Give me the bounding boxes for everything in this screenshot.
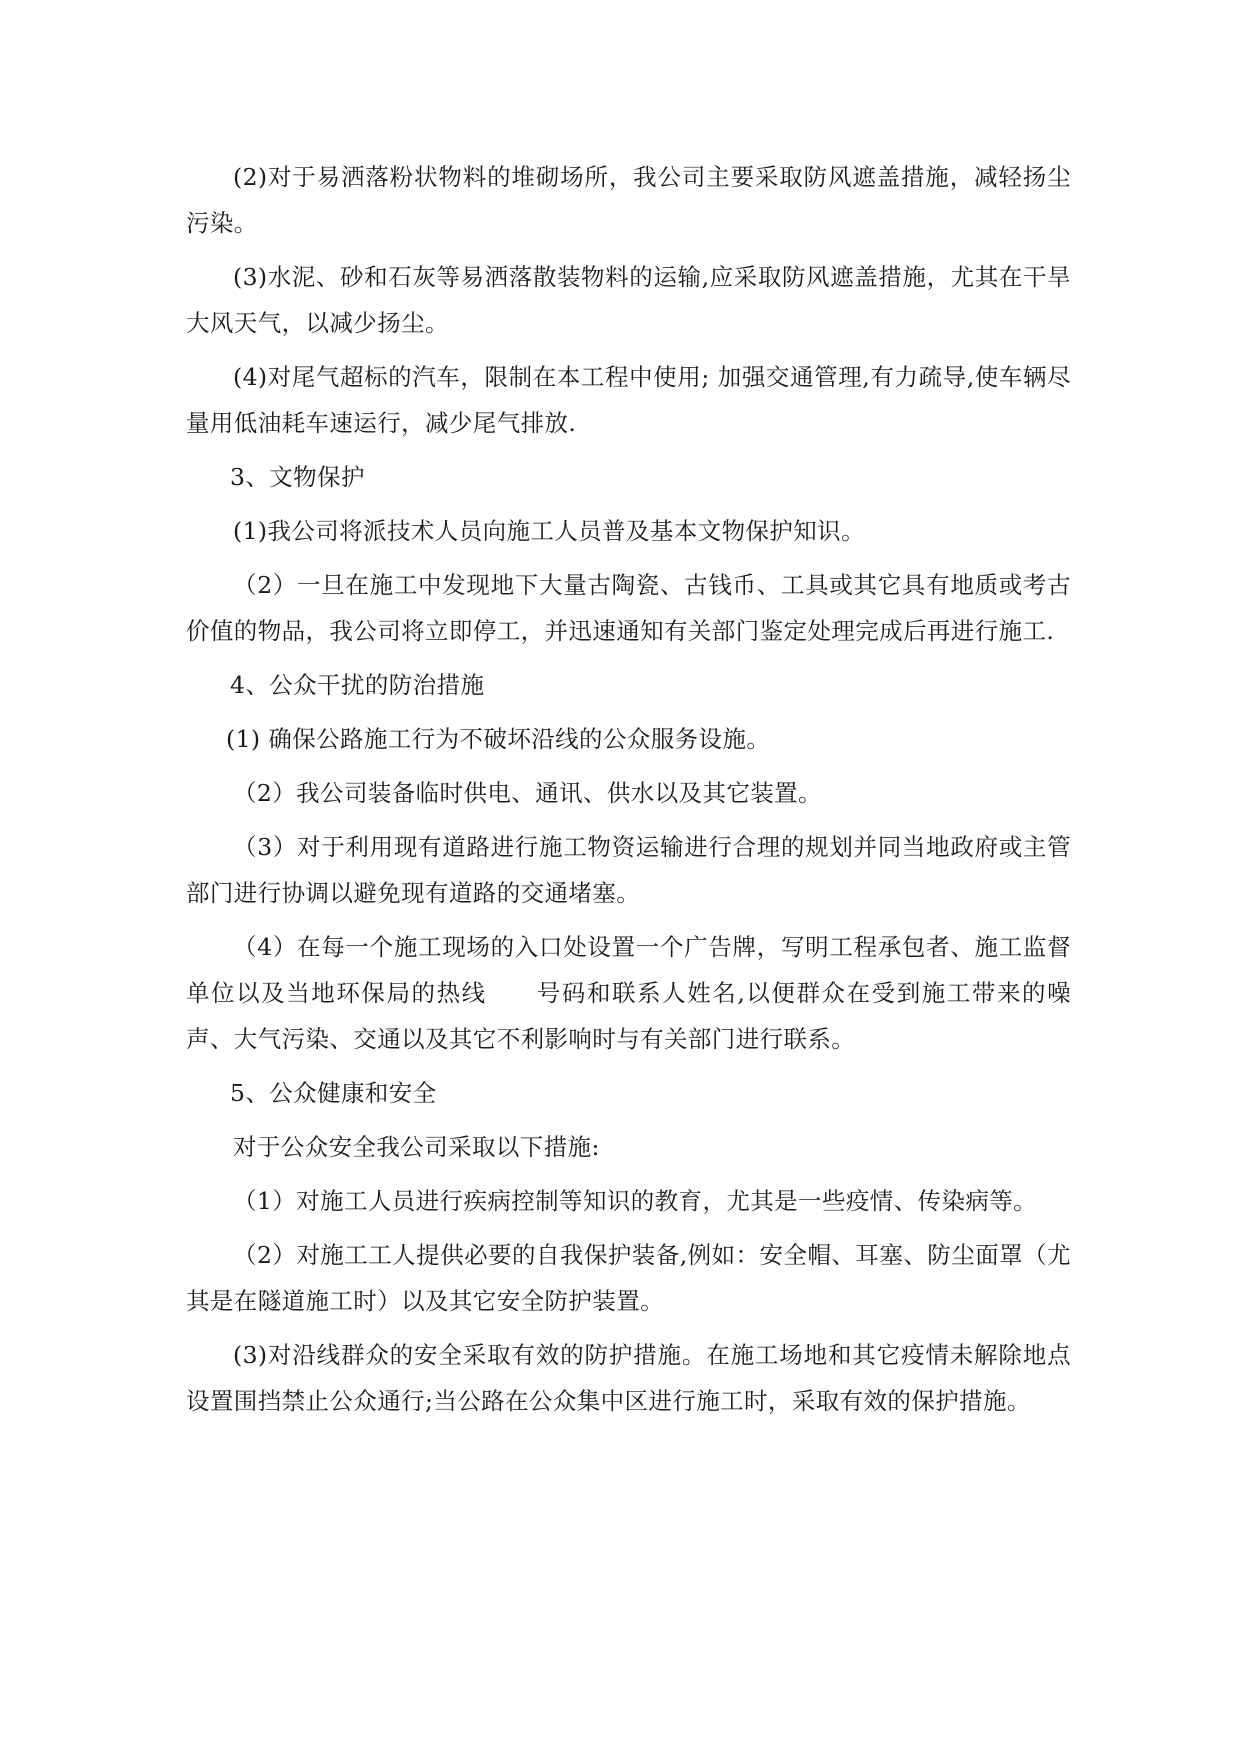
paragraph-3-2-discovery: （2）一旦在施工中发现地下大量古陶瓷、古钱币、工具或其它具有地质或考古价值的物品，我公司将立即停工，并迅速通知有关部门鉴定处理完成后再进行施工. (186, 571, 1071, 645)
paragraph-3-1-training: (1)我公司将派技术人员向施工人员普及基本文物保护知识。 (233, 517, 865, 545)
paragraph-5-3-public-safety: (3)对沿线群众的安全采取有效的防护措施。在施工场地和其它疫情未解除地点设置围挡禁止公众通行;当公路在公众集中区进行施工时，采取有效的保护措施。 (186, 1341, 1071, 1415)
paragraph-2-3-bulk-transport: (3)水泥、砂和石灰等易洒落散装物料的运输,应采取防风遮盖措施，尤其在干旱大风天气，以减少扬尘。 (186, 263, 1071, 337)
paragraph-2-4-exhaust: (4)对尾气超标的汽车，限制在本工程中使用; 加强交通管理,有力疏导,使车辆尽量用低油耗车速运行，减少尾气排放. (186, 363, 1071, 437)
paragraph-5-intro: 对于公众安全我公司采取以下措施: (233, 1133, 600, 1161)
paragraph-4-3-traffic-planning: （3）对于利用现有道路进行施工物资运输进行合理的规划并同当地政府或主管部门进行协调以避免现有道路的交通堵塞。 (186, 833, 1071, 907)
section-heading-4-public-disturbance: 4、公众干扰的防治措施 (230, 671, 485, 699)
section-heading-5-public-health: 5、公众健康和安全 (230, 1079, 437, 1107)
paragraph-5-1-disease-education: （1）对施工人员进行疾病控制等知识的教育，尤其是一些疫情、传染病等。 (233, 1187, 1038, 1215)
paragraph-4-2-temporary-supply: （2）我公司装备临时供电、通讯、供水以及其它装置。 (233, 779, 822, 807)
document-body (186, 154, 1071, 1432)
paragraph-4-4-signboard: （4）在每一个施工现场的入口处设置一个广告牌，写明工程承包者、施工监督单位以及当地环保局的热线 号码和联系人姓名,以便群众在受到施工带来的噪声、大气污染、交通以及其它不利影响时与有关部门进行联系。 (186, 933, 1071, 1053)
section-heading-3-cultural-relics: 3、文物保护 (230, 463, 365, 491)
paragraph-5-2-protective-equipment: （2）对施工工人提供必要的自我保护装备,例如：安全帽、耳塞、防尘面罩（尤其是在隧道施工时）以及其它安全防护装置。 (186, 1241, 1071, 1315)
paragraph-4-1-public-facilities: (1) 确保公路施工行为不破坏沿线的公众服务设施。 (226, 725, 771, 753)
paragraph-2-2-dust-storage: (2)对于易洒落粉状物料的堆砌场所，我公司主要采取防风遮盖措施，减轻扬尘污染。 (186, 163, 1071, 237)
